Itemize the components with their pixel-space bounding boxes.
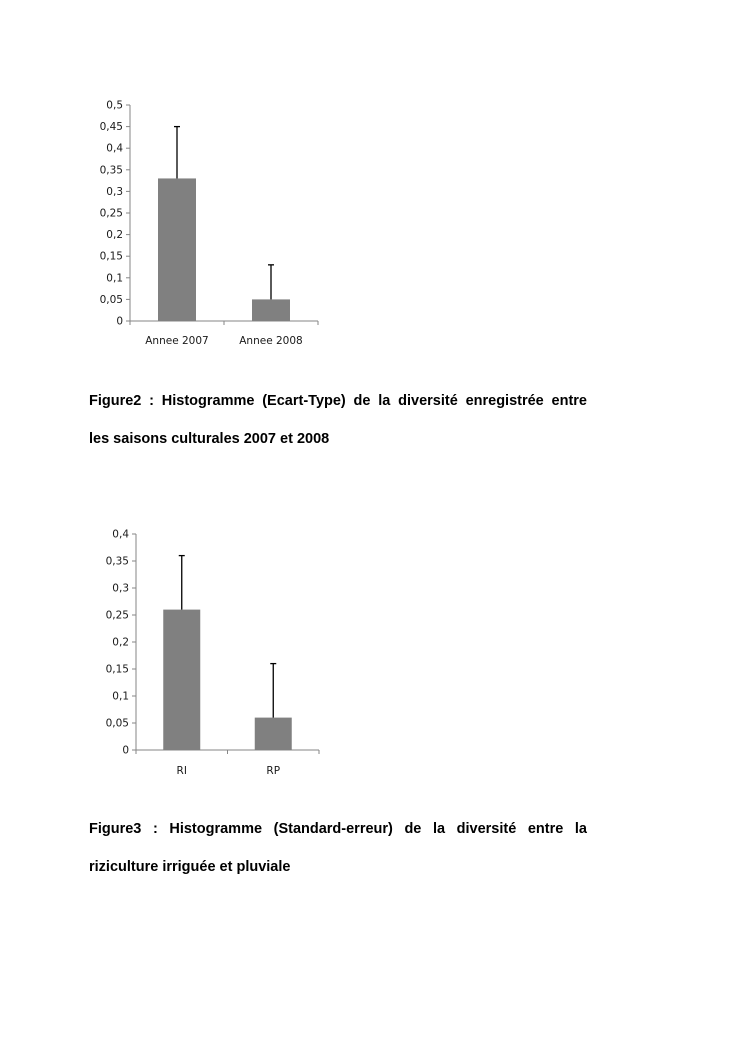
y-tick-label: 0,4	[112, 528, 129, 541]
y-tick-label: 0,3	[106, 185, 123, 198]
y-tick-label: 0,45	[99, 121, 123, 134]
y-tick-label: 0,1	[106, 272, 123, 285]
y-tick-label: 0,5	[106, 99, 123, 112]
y-tick-label: 0,05	[99, 293, 123, 306]
y-tick-label: 0,25	[99, 207, 123, 220]
y-tick-label: 0,25	[105, 609, 129, 622]
y-tick-label: 0,05	[105, 717, 129, 730]
x-tick-label: Annee 2008	[239, 335, 303, 347]
caption-figure3	[89, 810, 587, 886]
y-tick-label: 0,2	[106, 229, 123, 242]
x-tick-label: RP	[266, 765, 281, 777]
x-tick-label: Annee 2007	[145, 335, 209, 347]
bar	[158, 178, 196, 321]
y-tick-label: 0,15	[99, 250, 123, 263]
y-tick-label: 0,35	[99, 164, 123, 177]
caption-figure2-line1: Figure2 : Histogramme (Ecart-Type) de la diversité enregistrée entre	[89, 393, 587, 409]
y-tick-label: 0,35	[105, 555, 129, 568]
bar	[252, 299, 290, 321]
y-tick-label: 0,15	[105, 663, 129, 676]
y-tick-label: 0,1	[112, 690, 129, 703]
y-tick-label: 0	[122, 744, 129, 757]
y-tick-label: 0	[116, 315, 123, 328]
caption-figure3-line1: Figure3 : Histogramme (Standard-erreur) de la diversité entre la	[89, 821, 587, 837]
caption-figure3-line2: riziculture irriguée et pluviale	[89, 859, 291, 875]
y-tick-label: 0,3	[112, 582, 129, 595]
y-tick-label: 0,2	[112, 636, 129, 649]
x-tick-label: RI	[176, 765, 187, 777]
y-tick-label: 0,4	[106, 142, 123, 155]
caption-figure2-line2: les saisons culturales 2007 et 2008	[89, 431, 330, 447]
caption-figure2	[89, 382, 587, 458]
